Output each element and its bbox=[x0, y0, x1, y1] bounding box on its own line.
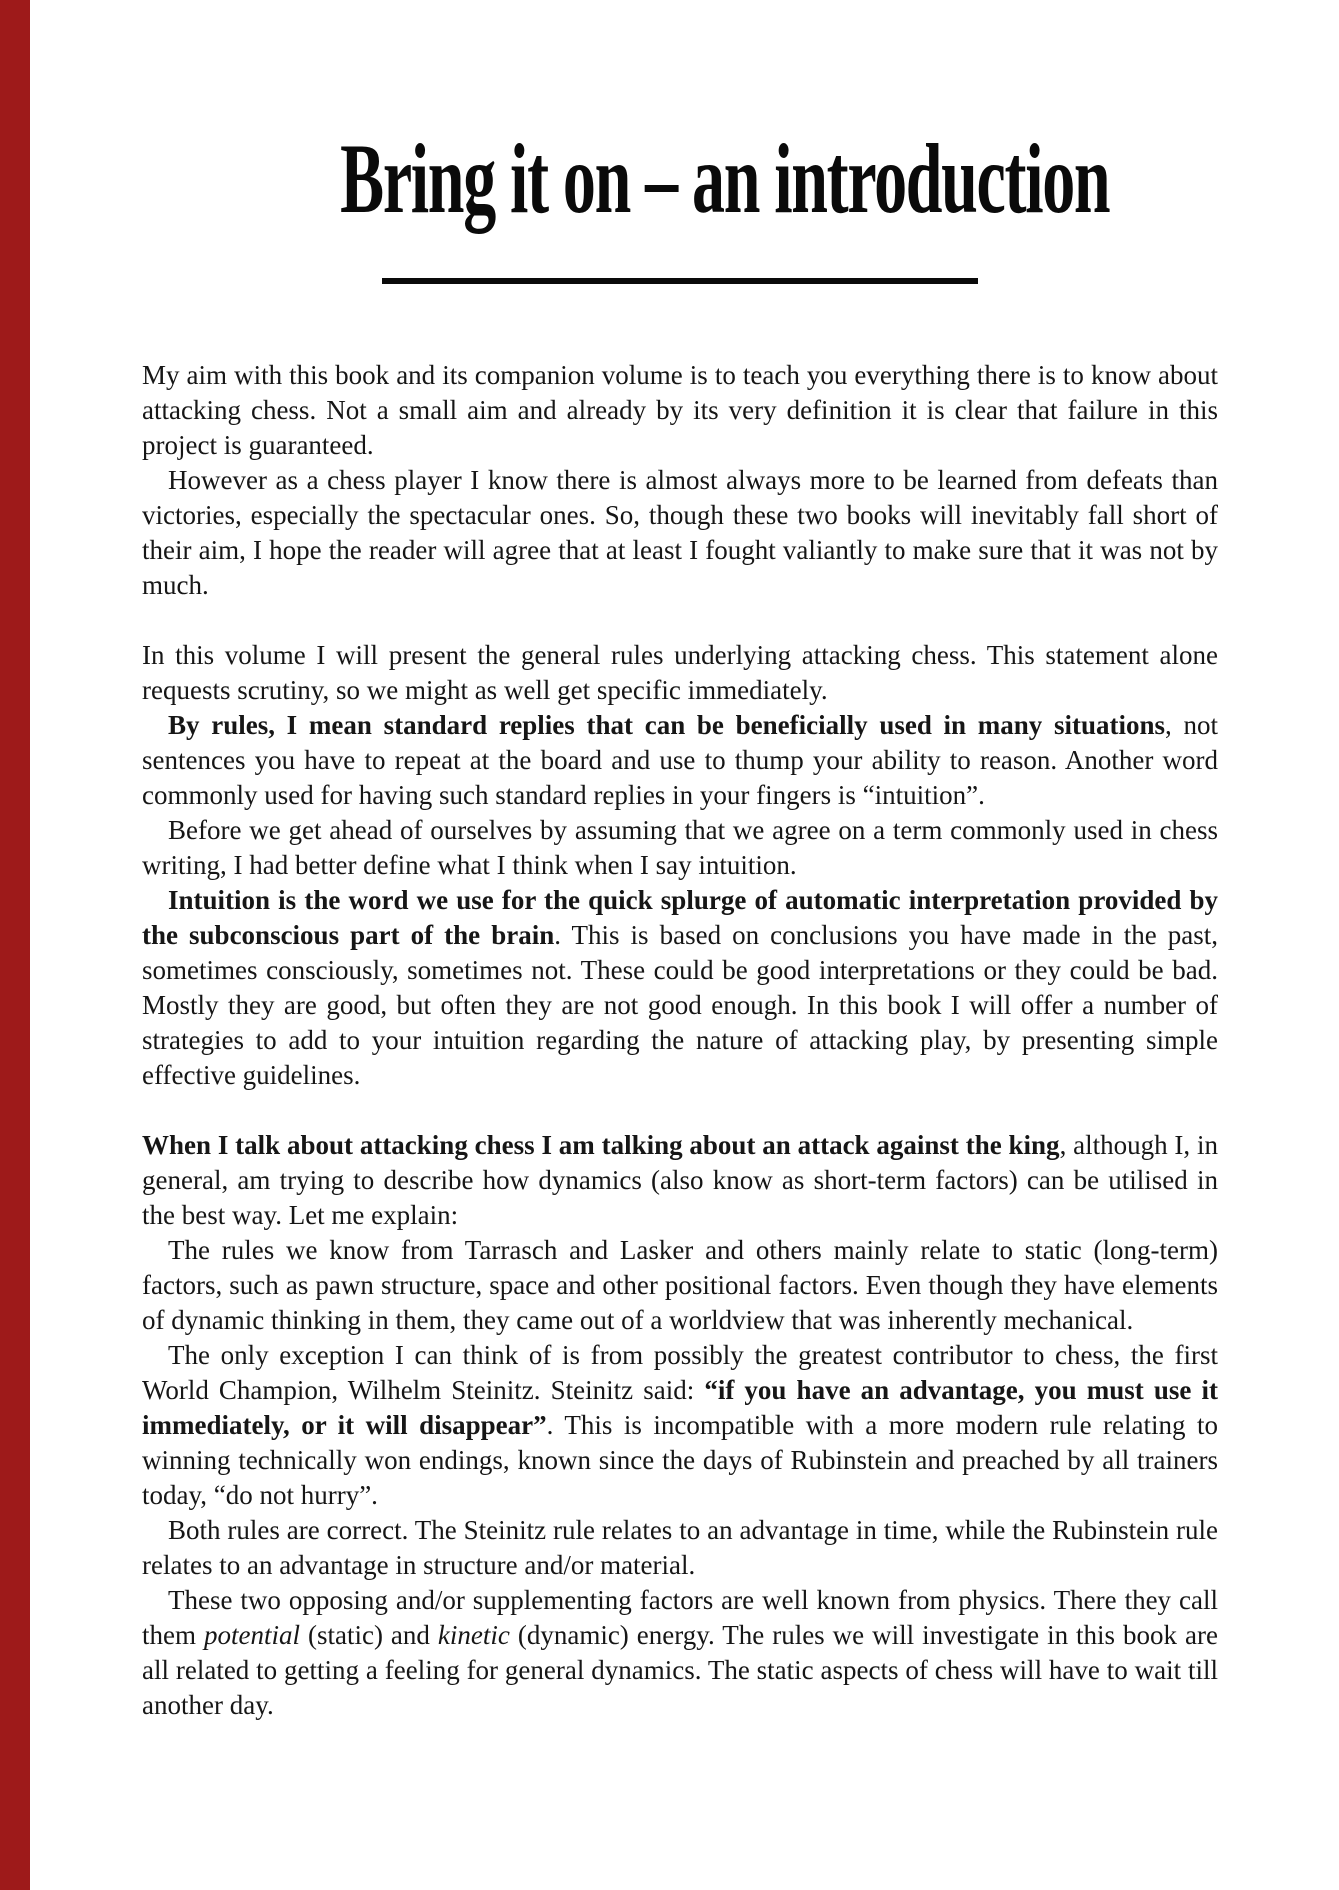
paragraph bbox=[142, 1583, 1218, 1723]
text-segment-normal: (dynamic) energy. The rules we will investigate in this book are all related to getting a feeling for general dynamics. The static aspects of chess will have to wait till another day. bbox=[142, 1620, 1218, 1720]
paragraph bbox=[142, 1513, 1218, 1583]
text-segment-bold: When I talk about attacking chess I am talking about an attack against the king bbox=[142, 1130, 1060, 1160]
paragraph bbox=[142, 463, 1218, 603]
text-segment-normal: Both rules are correct. The Steinitz rule relates to an advantage in time, while the Rubinstein rule relates to an advantage in structure and/or material. bbox=[142, 1515, 1218, 1580]
page-left-edge-strip bbox=[0, 0, 30, 1890]
paragraph bbox=[142, 883, 1218, 1093]
paragraph bbox=[142, 358, 1218, 463]
paragraph bbox=[142, 813, 1218, 883]
text-segment-normal: . This is based on conclusions you have made in the past, sometimes consciously, sometimes not. These could be good interpretations or they could be bad. Mostly they are good, but often they are not good enough. In this book I will offer a number of strategies to add to your intuition regarding the nature of attacking play, by presenting simple effective guidelines. bbox=[142, 920, 1218, 1090]
text-segment-normal: My aim with this book and its companion volume is to teach you everything there is to know about attacking chess. Not a small aim and already by its very definition it is clear that failure in this project is guaranteed. bbox=[142, 360, 1218, 460]
text-segment-normal: These two opposing and/or supplementing factors are well known from physics. There they call them bbox=[142, 1585, 1218, 1650]
paragraph bbox=[142, 638, 1218, 708]
paragraph bbox=[142, 708, 1218, 813]
text-segment-italic: kinetic bbox=[437, 1620, 510, 1650]
text-segment-normal: , although I, in general, am trying to describe how dynamics (also know as short-term factors) can be utilised in the best way. Let me explain: bbox=[142, 1130, 1218, 1230]
title-divider-rule bbox=[382, 278, 978, 284]
text-segment-bold: Intuition is the word we use for the quick splurge of automatic interpretation provided by the subconscious part of the brain bbox=[142, 885, 1218, 950]
paragraph bbox=[142, 1338, 1218, 1513]
text-segment-normal: The only exception I can think of is from possibly the greatest contributor to chess, the first World Champion, Wilhelm Steinitz. Steinitz said: bbox=[142, 1340, 1218, 1405]
text-segment-normal: In this volume I will present the general rules underlying attacking chess. This statement alone requests scrutiny, so we might as well get specific immediately. bbox=[142, 640, 1218, 705]
paragraph bbox=[142, 1128, 1218, 1233]
body-text bbox=[142, 358, 1218, 1723]
paragraph bbox=[142, 1233, 1218, 1338]
text-segment-italic: potential bbox=[203, 1620, 300, 1650]
page-title: Bring it on – an introduction bbox=[340, 123, 1110, 234]
text-segment-bold: By rules, I mean standard replies that can be beneficially used in many situations bbox=[168, 710, 1166, 740]
text-segment-normal: . This is incompatible with a more modern rule relating to winning technically won endings, known since the days of Rubinstein and preached by all trainers today, “do not hurry”. bbox=[142, 1410, 1218, 1510]
text-segment-normal: , not sentences you have to repeat at the board and use to thump your ability to reason. Another word commonly used for having such standard replies in your fingers is “intuition”. bbox=[142, 710, 1218, 810]
text-segment-normal: The rules we know from Tarrasch and Lasker and others mainly relate to static (long-term) factors, such as pawn structure, space and other positional factors. Even though they have elements of dynamic thinking in them, they came out of a worldview that was inherently mechanical. bbox=[142, 1235, 1218, 1335]
text-segment-normal: However as a chess player I know there is almost always more to be learned from defeats than victories, especially the spectacular ones. So, though these two books will inevitably fall short of their aim, I hope the reader will agree that at least I fought valiantly to make sure that it was not by much. bbox=[142, 465, 1218, 600]
text-segment-normal: (static) and bbox=[299, 1620, 438, 1650]
page-content bbox=[142, 0, 1218, 1723]
text-segment-bold: “if you have an advantage, you must use it immediately, or it will disappear” bbox=[142, 1375, 1218, 1440]
title-block bbox=[142, 123, 1218, 234]
text-segment-normal: Before we get ahead of ourselves by assuming that we agree on a term commonly used in chess writing, I had better define what I think when I say intuition. bbox=[142, 815, 1218, 880]
